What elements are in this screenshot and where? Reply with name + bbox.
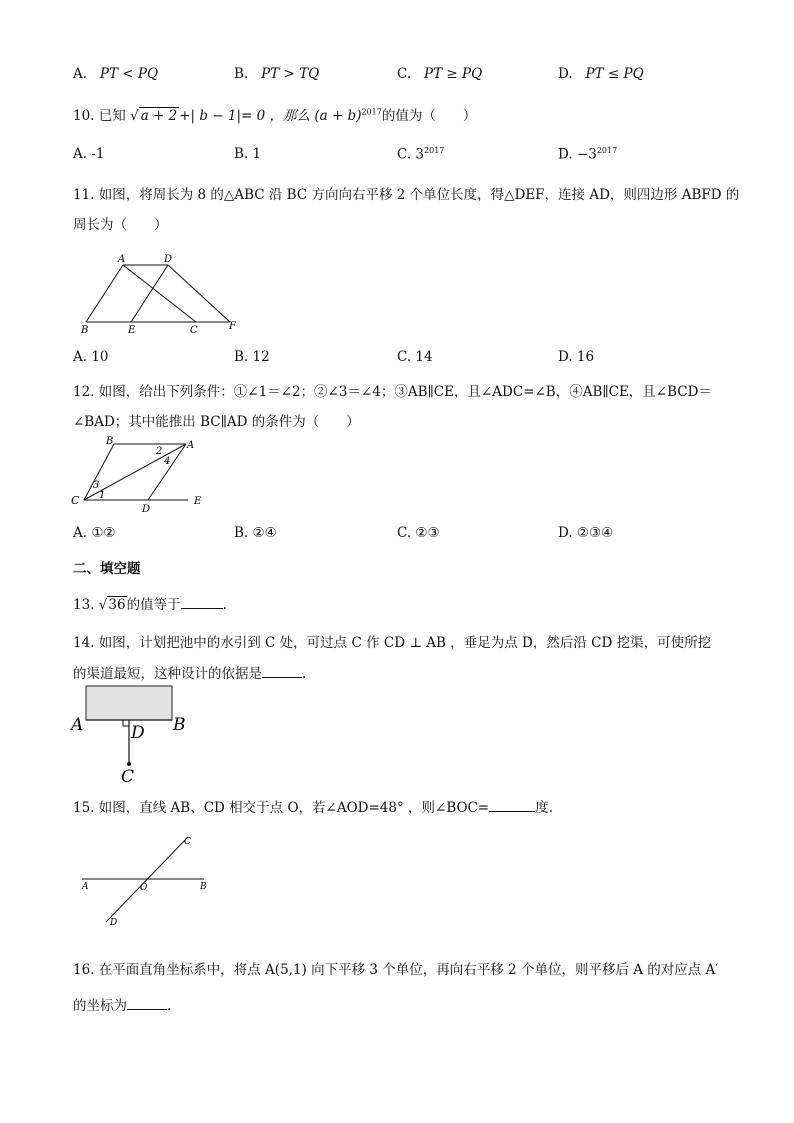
q11-figure (78, 250, 248, 336)
answer-blank[interactable] (262, 663, 302, 678)
q9-option-b: B. PT > TQ (234, 66, 320, 82)
answer-blank[interactable] (127, 995, 167, 1010)
q12-line1: 12. 如图，给出下列条件：①∠1＝∠2；②∠3＝∠4；③AB∥CE，且∠ADC=∠B，④AB∥CE，且∠BCD＝ (73, 384, 712, 400)
q10-radicand: a + 2 (140, 108, 178, 124)
q16-line2-wrap: 的坐标为 . (73, 994, 171, 1014)
q9-option-c: C. PT ≥ PQ (397, 66, 483, 82)
q12-option-b: B. ②④ (234, 525, 277, 541)
q9-option-d: D. PT ≤ PQ (558, 66, 644, 82)
q15-figure (78, 832, 214, 930)
q11-option-a: A. 10 (73, 349, 109, 365)
label-a: A (71, 715, 84, 735)
label-d: D (131, 723, 145, 743)
label-c: C (71, 494, 80, 507)
q9-option-a-text: PT < PQ (99, 66, 159, 82)
label-d: D (164, 254, 173, 265)
q10-option-a: A. -1 (73, 146, 105, 162)
label-c: C (184, 837, 191, 847)
q10-option-b: B. 1 (234, 146, 262, 162)
answer-blank[interactable] (181, 594, 223, 609)
q16-line1: 16. 在平面直角坐标系中，将点 A(5,1) 向下平移 3 个单位，再向右平移 2 个单位，则平移后 A 的对应点 A′ (73, 962, 719, 978)
label-d: D (142, 504, 151, 515)
label-a: A (82, 882, 89, 892)
angle-2: 2 (156, 446, 163, 457)
label-b: B (173, 715, 186, 735)
question-13: 13. √36的值等于 . (73, 593, 227, 613)
angle-4: 4 (164, 456, 171, 467)
q10-option-c: C. $3^{2017}$ (397, 146, 445, 163)
q14-line1: 14. 如图，计划把池中的水引到 C 处，可过点 C 作 CD ⊥ AB ，垂足为点 D，然后沿 CD 挖渠，可使所挖 (73, 635, 712, 651)
q11-line2: 周长为（ ） (73, 217, 168, 233)
q12-option-d: D. ②③④ (558, 525, 614, 541)
label-b: B (106, 436, 114, 447)
label-e: E (128, 325, 136, 336)
q14-figure (68, 682, 192, 786)
q11-option-d: D. 16 (558, 349, 595, 365)
q9-option-d-text: PT ≤ PQ (585, 66, 644, 82)
label-a: A (118, 254, 126, 265)
q11-option-b: B. 12 (234, 349, 270, 365)
q9-option-c-text: PT ≥ PQ (424, 66, 483, 82)
label-b: B (81, 325, 89, 336)
label-d: D (110, 918, 118, 928)
q14-line2-wrap: 的渠道最短，这种设计的依据是 . (73, 662, 306, 682)
answer-blank[interactable] (489, 797, 535, 812)
q12-option-a: A. ①② (73, 525, 116, 541)
label-a: A (187, 440, 195, 451)
label-c: C (190, 325, 198, 336)
label-e: E (194, 496, 202, 507)
angle-3: 3 (93, 480, 100, 491)
question-10: 10. 已知 √ a + 2 +| b − 1|= 0 ，那么 $(a + b)^{2017}$的值为（ ） (73, 107, 477, 124)
q12-line2: ∠BAD；其中能推出 BC∥AD 的条件为（ ） (73, 414, 360, 430)
q11-line1: 11. 如图，将周长为 8 的△ABC 沿 BC 方向向右平移 2 个单位长度，得△DEF，连接 AD，则四边形 ABFD 的 (73, 187, 740, 203)
label-b: B (200, 882, 207, 892)
q12-figure (68, 434, 216, 516)
q12-option-c: C. ②③ (397, 525, 440, 541)
q10-option-d: D. $-3^{2017}$ (558, 146, 618, 163)
label-f: F (229, 321, 236, 332)
label-o: O (140, 883, 148, 893)
q9-option-a: A. PT < PQ (73, 66, 159, 82)
q11-option-c: C. 14 (397, 349, 433, 365)
sqrt-symbol: √ (130, 108, 139, 124)
angle-1: 1 (99, 490, 106, 501)
question-15: 15. 如图，直线 AB、CD 相交于点 O，若∠AOD=48° ，则∠BOC= 度. (73, 796, 553, 816)
label-c: C (121, 767, 135, 786)
section-heading-fill-in: 二、填空题 (73, 561, 141, 577)
pond-rect (86, 686, 172, 720)
q9-option-b-text: PT > TQ (261, 66, 320, 82)
sqrt-symbol: √ (98, 597, 108, 613)
